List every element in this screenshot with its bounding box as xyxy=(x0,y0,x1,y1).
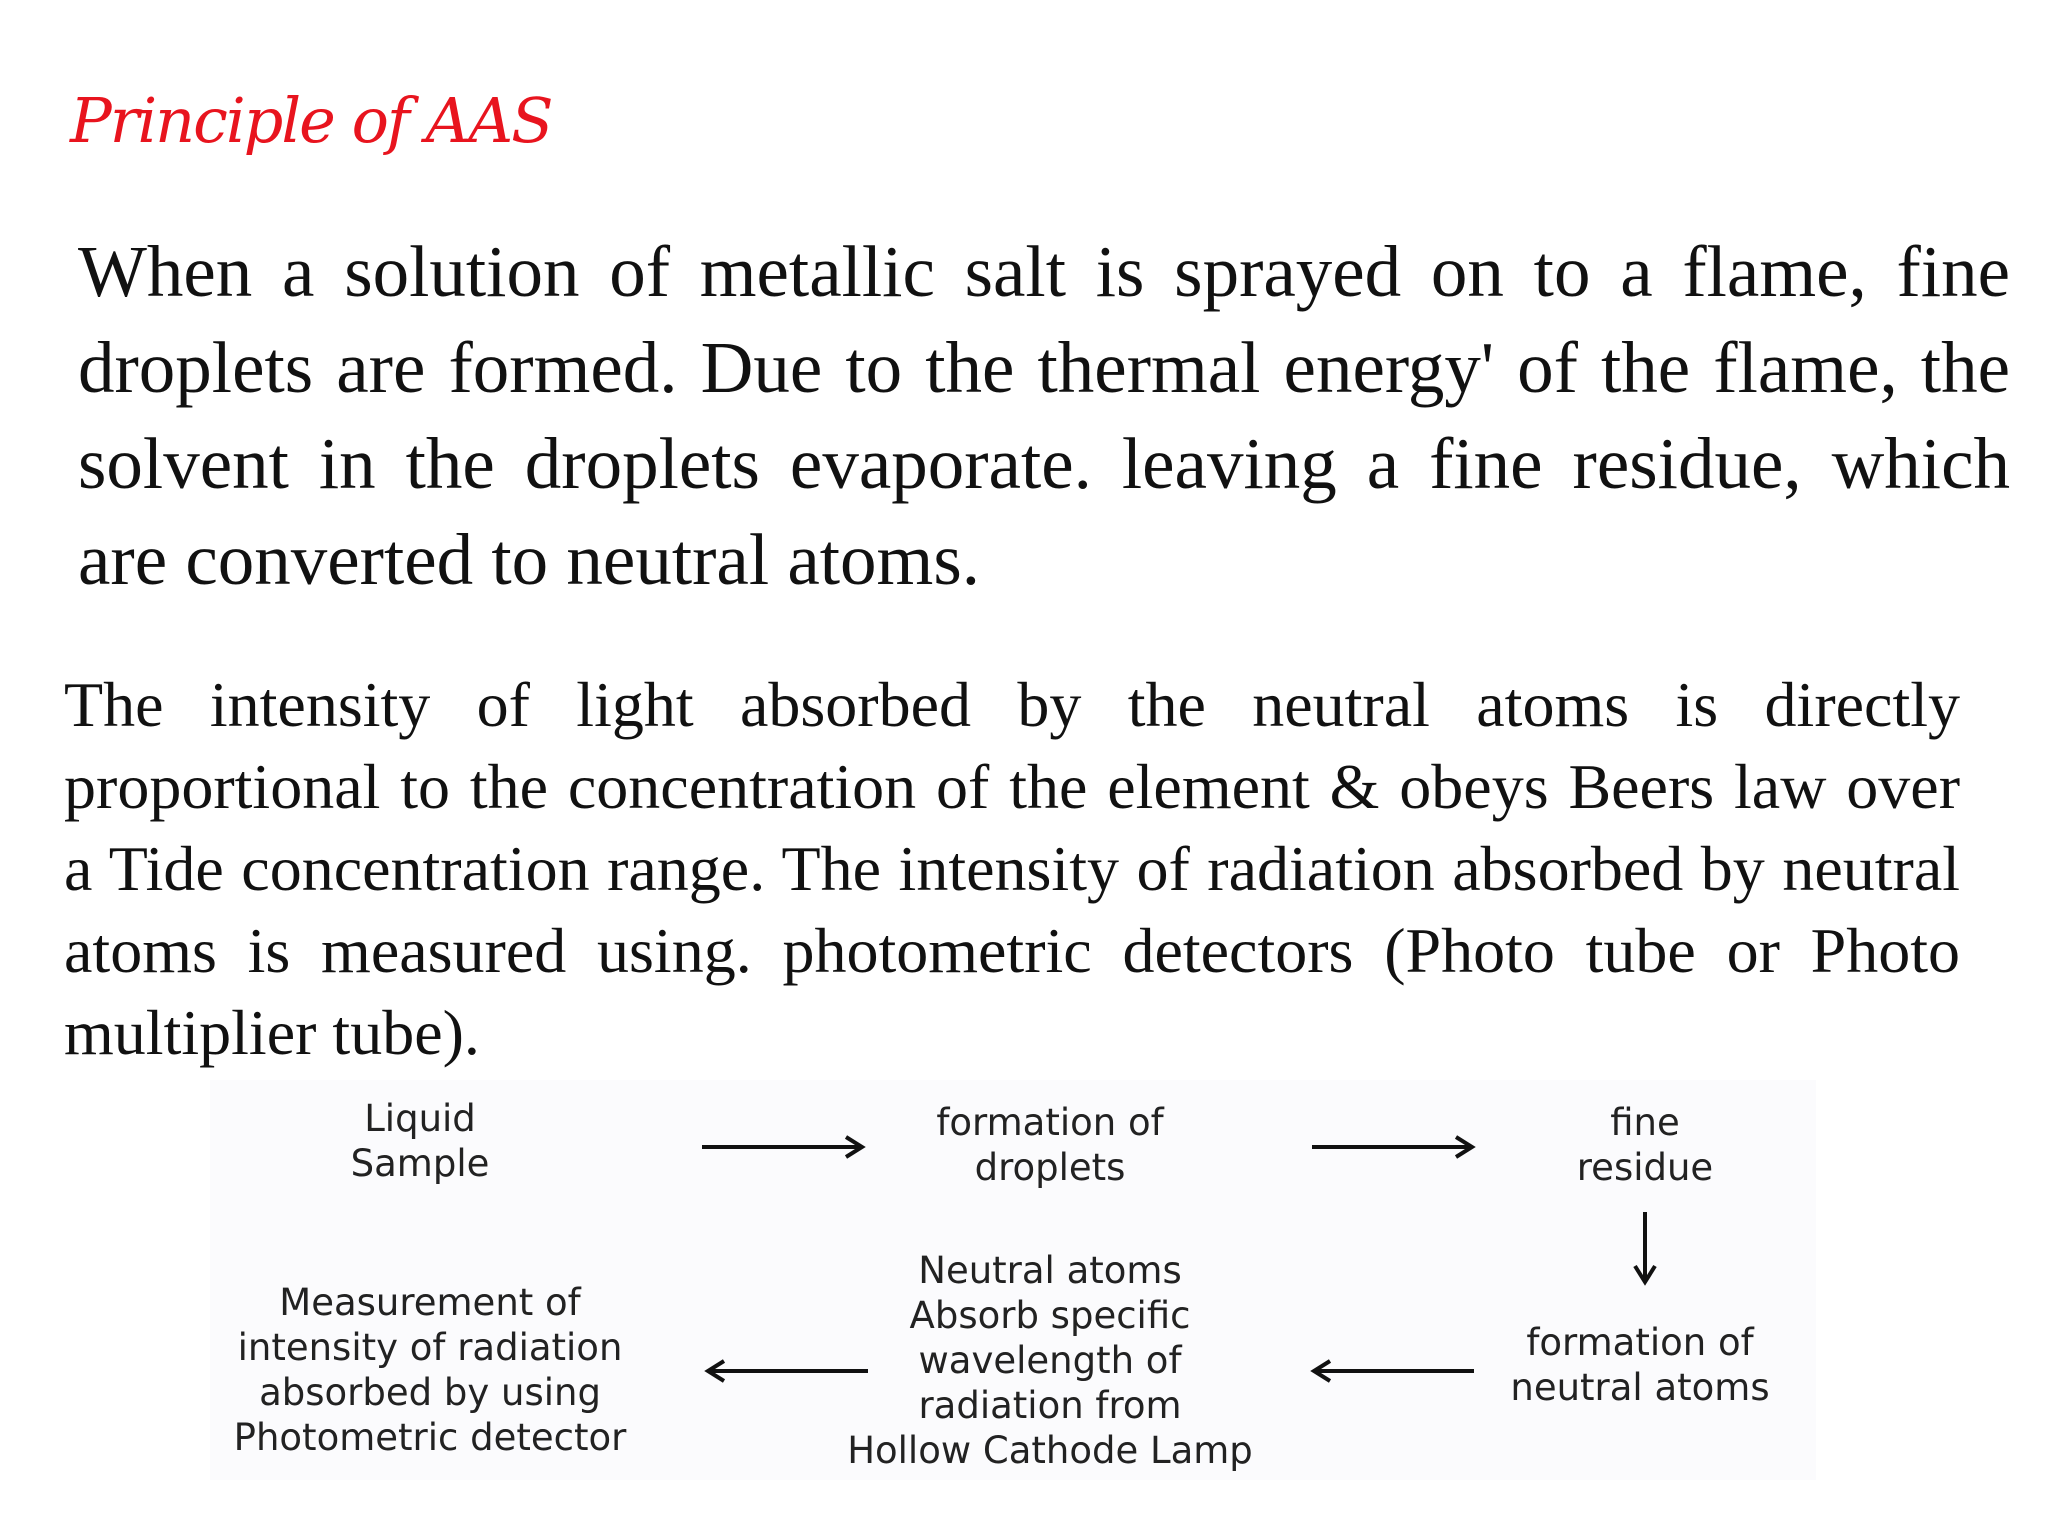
arrow-right-2 xyxy=(1310,1132,1480,1162)
flow-diagram xyxy=(210,1080,1816,1480)
node-fine-residue: fine residue xyxy=(1576,1101,1714,1189)
arrow-right-1 xyxy=(700,1132,870,1162)
node-formation-of-neutral-atoms: formation of neutral atoms xyxy=(1510,1321,1770,1409)
node-measurement: Measurement of intensity of radiation absorbed by using Photometric detector xyxy=(233,1281,627,1459)
node-formation-of-droplets: formation of droplets xyxy=(936,1101,1164,1189)
slide-title: Principle of AAS xyxy=(70,84,552,157)
arrow-down xyxy=(1630,1210,1660,1286)
paragraph-intensity: The intensity of light absorbed by the neutral atoms is directly proportional to the concentration of the element & obeys Beers law over a Tide concentration range. The intensity of radiation absorbed by neutral atoms is measured using. photometric detectors (Photo tube or Photo multiplier tube). xyxy=(64,669,1960,1068)
arrow-left-2 xyxy=(700,1356,870,1386)
paragraph-principle: When a solution of metallic salt is sprayed on to a flame, fine droplets are formed. Due to the thermal energy' of the flame, the solvent in the droplets evaporate. leaving a fine residue, which are converted to neutral atoms. xyxy=(78,231,2010,600)
arrow-left-1 xyxy=(1306,1356,1476,1386)
node-neutral-atoms-absorb: Neutral atoms Absorb specific wavelength of radiation from Hollow Cathode Lamp xyxy=(847,1249,1253,1472)
node-liquid-sample: Liquid Sample xyxy=(350,1097,490,1185)
